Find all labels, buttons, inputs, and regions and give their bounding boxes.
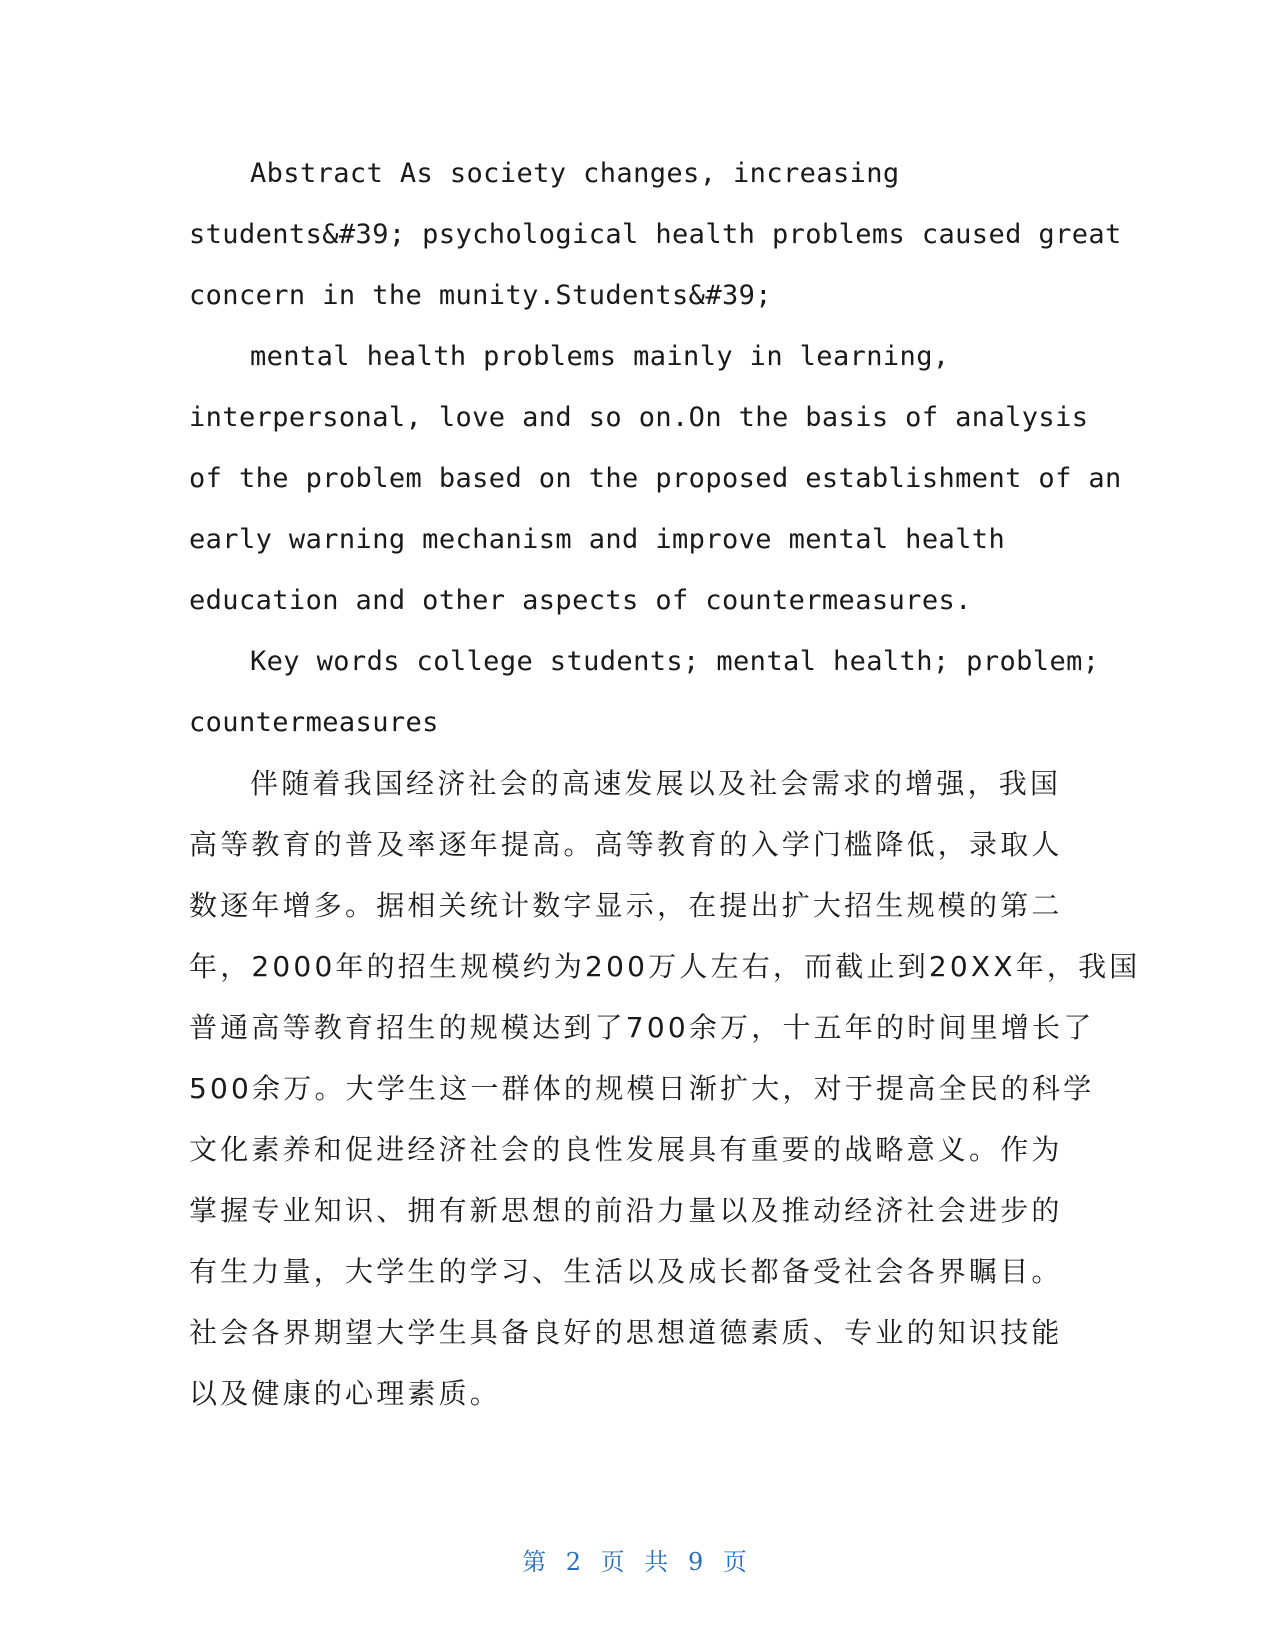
text-line: early warning mechanism and improve mental health — [189, 524, 1006, 555]
text-line: 有生力量，大学生的学习、生活以及成长都备受社会各界瞩目。 — [189, 1255, 1063, 1288]
text-line: 文化素养和促进经济社会的良性发展具有重要的战略意义。作为 — [189, 1133, 1063, 1166]
text-line: education and other aspects of countermeasures. — [189, 585, 972, 616]
chinese-body-paragraph — [189, 753, 1141, 1424]
text-line: interpersonal, love and so on.On the basis of analysis — [189, 402, 1089, 433]
text-line: 数逐年增多。据相关统计数字显示，在提出扩大招生规模的第二 — [189, 889, 1063, 922]
text-line: concern in the munity.Students&#39; — [189, 280, 772, 311]
abstract-paragraph — [189, 143, 1122, 326]
abstract-continuation-paragraph — [189, 326, 1122, 631]
text-line: mental health problems mainly in learning, — [250, 341, 950, 372]
text-line: Abstract As society changes, increasing — [250, 158, 900, 189]
page-number-footer: 第 2 页 共 9 页 — [522, 1548, 753, 1576]
text-line: 高等教育的普及率逐年提高。高等教育的入学门槛降低，录取人 — [189, 828, 1063, 861]
text-line: Key words college students; mental health; problem; — [250, 646, 1100, 677]
text-line: 年，2000年的招生规模约为200万人左右，而截止到20XX年，我国 — [189, 950, 1141, 983]
keywords-paragraph — [189, 631, 1100, 753]
text-line: students&#39; psychological health problems caused great — [189, 219, 1122, 250]
text-line: 普通高等教育招生的规模达到了700余万，十五年的时间里增长了 — [189, 1011, 1095, 1044]
text-line: 掌握专业知识、拥有新思想的前沿力量以及推动经济社会进步的 — [189, 1194, 1063, 1227]
text-line: countermeasures — [189, 707, 439, 738]
text-line: 社会各界期望大学生具备良好的思想道德素质、专业的知识技能 — [189, 1316, 1063, 1349]
text-line: of the problem based on the proposed establishment of an — [189, 463, 1122, 494]
document-body — [189, 143, 1141, 1424]
text-line: 以及健康的心理素质。 — [189, 1377, 502, 1410]
text-line: 500余万。大学生这一群体的规模日渐扩大，对于提高全民的科学 — [189, 1072, 1095, 1105]
text-line: 伴随着我国经济社会的高速发展以及社会需求的增强，我国 — [250, 767, 1062, 800]
